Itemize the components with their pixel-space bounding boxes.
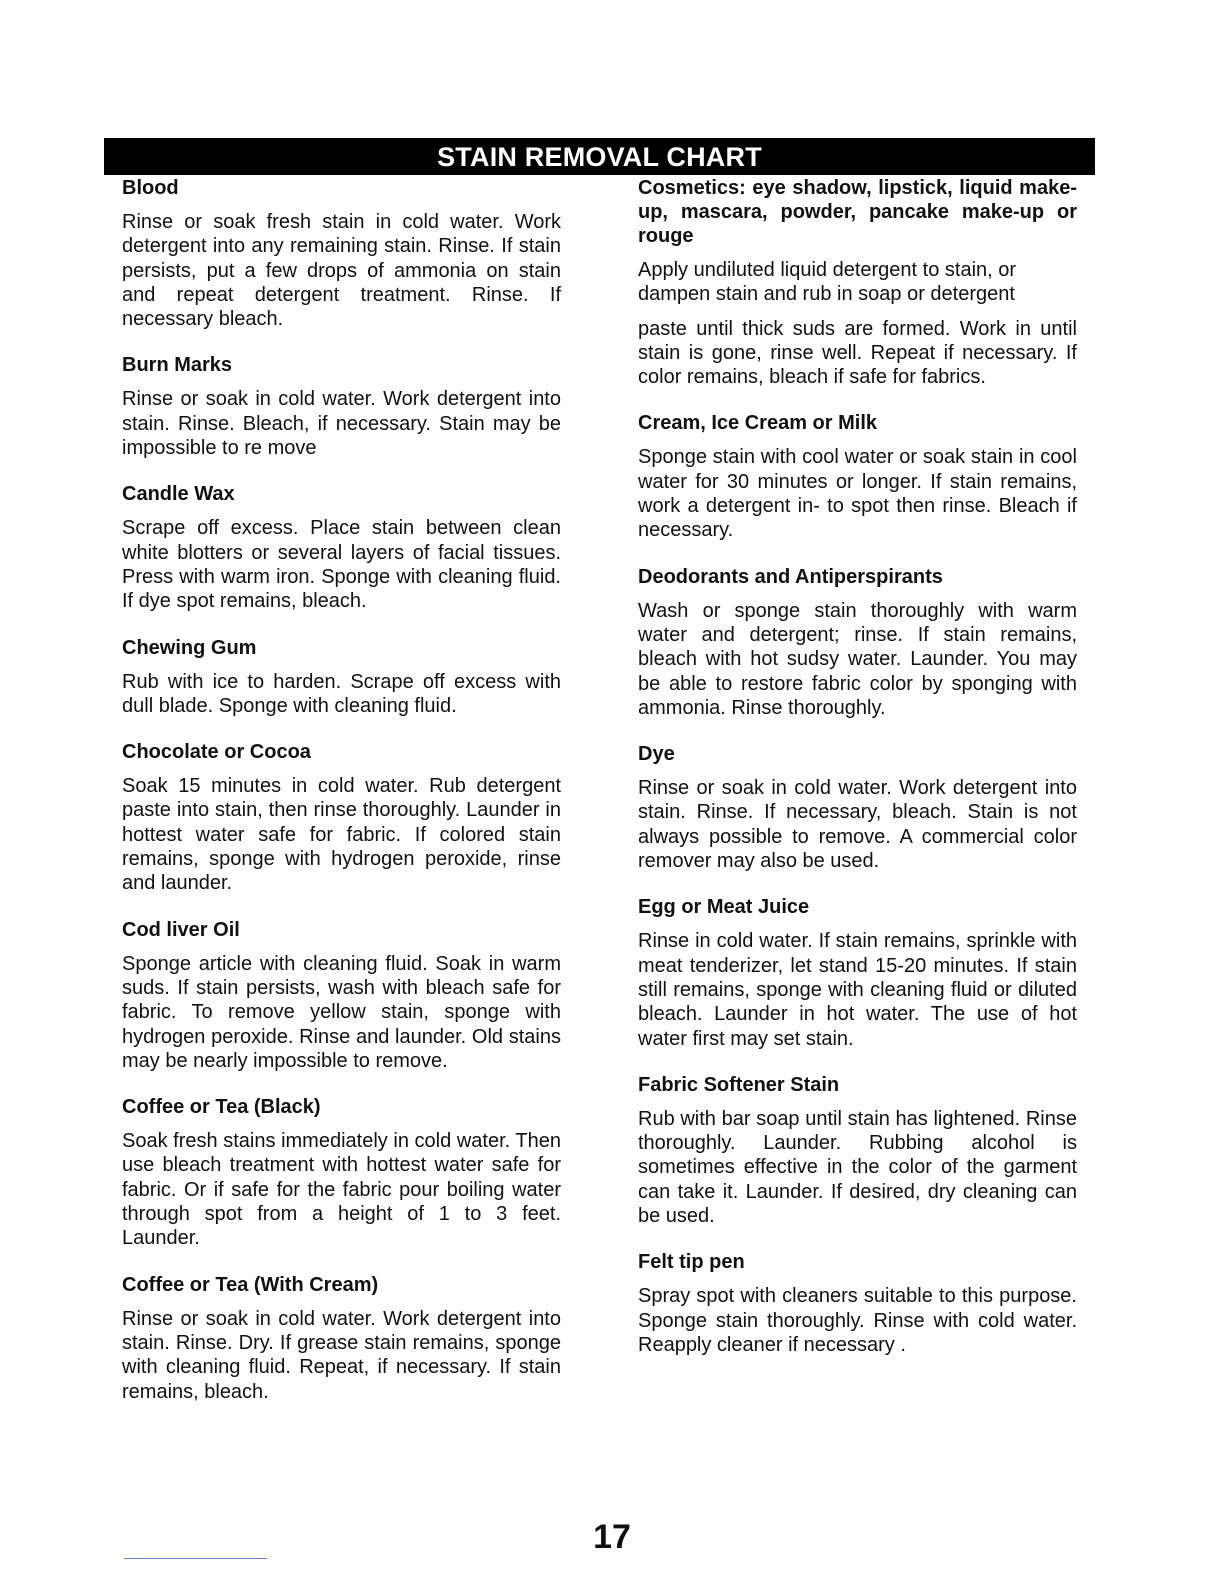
entry-heading: Egg or Meat Juice bbox=[638, 896, 810, 919]
entry-heading: Cream, Ice Cream or Milk bbox=[638, 412, 877, 435]
stain-entry-cosmetics bbox=[638, 176, 1077, 389]
entry-body: Soak fresh stains immediately in cold water. Then use bleach treatment with hottest water safe for fabric. Or if safe for the fabric pour boiling water through spot from a height of 1 to 3 feet. Launder. bbox=[122, 1130, 561, 1250]
entry-body: Apply undiluted liquid detergent to stain, or dampen stain and rub in soap or detergent bbox=[638, 259, 1017, 306]
entry-body: Sponge stain with cool water or soak stain in cool water for 30 minutes or longer. If stain remains, work a detergent in- to spot then rinse. Bleach if necessary. bbox=[638, 446, 1077, 542]
entry-heading: Dye bbox=[638, 743, 675, 766]
entry-body: Soak 15 minutes in cold water. Rub detergent paste into stain, then rinse thoroughly. Launder in hottest water safe for fabric. If colored stain remains, sponge with hydrogen peroxide, rinse and launder. bbox=[122, 775, 561, 895]
entry-heading: Fabric Softener Stain bbox=[638, 1073, 840, 1096]
entry-heading: Cod liver Oil bbox=[122, 918, 240, 941]
footer-rule bbox=[124, 1558, 267, 1559]
stain-entry-fabric-softener bbox=[638, 1073, 1077, 1228]
stain-entry-cream bbox=[638, 411, 1077, 542]
entry-body: Rinse or soak in cold water. Work detergent into stain. Rinse. Dry. If grease stain remains, sponge with cleaning fluid. Repeat, if necessary. If stain remains, bleach. bbox=[122, 1307, 561, 1403]
entry-body: Rinse in cold water. If stain remains, sprinkle with meat tenderizer, let stand 15-20 minutes. If stain still remains, sponge with cleaning fluid or diluted bleach. Launder in hot water. The use of hot water first may set stain. bbox=[638, 930, 1077, 1050]
entry-body-continued: paste until thick suds are formed. Work in until stain is gone, rinse well. Repeat if necessary. If color remains, bleach if safe for fabrics. bbox=[638, 317, 1077, 389]
entry-heading: Cosmetics: eye shadow, lipstick, liquid make-up, mascara, powder, pancake make-up or rouge bbox=[638, 177, 1077, 247]
entry-body: Wash or sponge stain thoroughly with warm water and detergent; rinse. If stain remains, bleach with hot sudsy water. Launder. You may be able to restore fabric color by sponging with ammonia. Rinse thoroughly. bbox=[638, 599, 1077, 719]
entry-body: Rub with bar soap until stain has lightened. Rinse thoroughly. Launder. Rubbing alcohol is sometimes effective in the color of the garment can take it. Launder. If desired, dry cleaning can be used. bbox=[638, 1107, 1077, 1228]
entry-heading: Candle Wax bbox=[122, 483, 235, 506]
stain-entry-blood bbox=[122, 176, 561, 331]
entry-body: Rinse or soak in cold water. Work detergent into stain. Rinse. Bleach, if necessary. Stain may be impossible to re move bbox=[122, 388, 561, 460]
entry-heading: Burn Marks bbox=[122, 354, 233, 377]
entry-heading: Chocolate or Cocoa bbox=[122, 741, 311, 764]
stain-entry-chocolate bbox=[122, 740, 561, 895]
stain-entry-felt-tip-pen bbox=[638, 1250, 1077, 1357]
stain-entry-coffee-black bbox=[122, 1095, 561, 1250]
stain-entry-coffee-cream bbox=[122, 1273, 561, 1404]
entry-body: Rub with ice to harden. Scrape off excess with dull blade. Sponge with cleaning fluid. bbox=[122, 670, 561, 717]
entry-heading: Coffee or Tea (Black) bbox=[122, 1096, 321, 1119]
entry-heading: Felt tip pen bbox=[638, 1251, 745, 1274]
stain-entry-egg-meat-juice bbox=[638, 895, 1077, 1050]
entry-body: Sponge article with cleaning fluid. Soak in warm suds. If stain persists, wash with bleach safe for fabric. To remove yellow stain, sponge with hydrogen peroxide. Rinse and launder. Old stains may be nearly impossible to remove. bbox=[122, 952, 561, 1072]
entry-heading: Coffee or Tea (With Cream) bbox=[122, 1273, 379, 1296]
page-number: 17 bbox=[593, 1518, 631, 1556]
stain-entry-cod-liver-oil bbox=[122, 918, 561, 1073]
stain-entry-burn-marks bbox=[122, 353, 561, 460]
entry-heading: Deodorants and Antiperspirants bbox=[638, 565, 943, 588]
entry-body: Scrape off excess. Place stain between clean white blotters or several layers of facial tissues. Press with warm iron. Sponge with cleaning fluid. If dye spot remains, bleach. bbox=[122, 517, 561, 613]
stain-entry-candle-wax bbox=[122, 482, 561, 613]
entry-body: Spray spot with cleaners suitable to this purpose. Sponge stain thoroughly. Rinse with cold water. Reapply cleaner if necessary . bbox=[638, 1285, 1077, 1356]
stain-entry-dye bbox=[638, 742, 1077, 873]
chart-title: STAIN REMOVAL CHART bbox=[104, 138, 1095, 175]
entry-body: Rinse or soak in cold water. Work detergent into stain. Rinse. If necessary, bleach. Stain is not always possible to remove. A commercial color remover may also be used. bbox=[638, 777, 1077, 873]
stain-entry-chewing-gum bbox=[122, 636, 561, 719]
entry-heading: Blood bbox=[122, 177, 179, 199]
right-column bbox=[638, 176, 1077, 1379]
left-column bbox=[122, 176, 561, 1426]
entry-heading: Chewing Gum bbox=[122, 636, 257, 659]
entry-body: Rinse or soak fresh stain in cold water. Work detergent into any remaining stain. Rinse. If stain persists, put a few drops of ammonia on stain and repeat detergent treatment. Rinse. If necessary bleach. bbox=[122, 211, 561, 331]
stain-entry-deodorants bbox=[638, 565, 1077, 720]
